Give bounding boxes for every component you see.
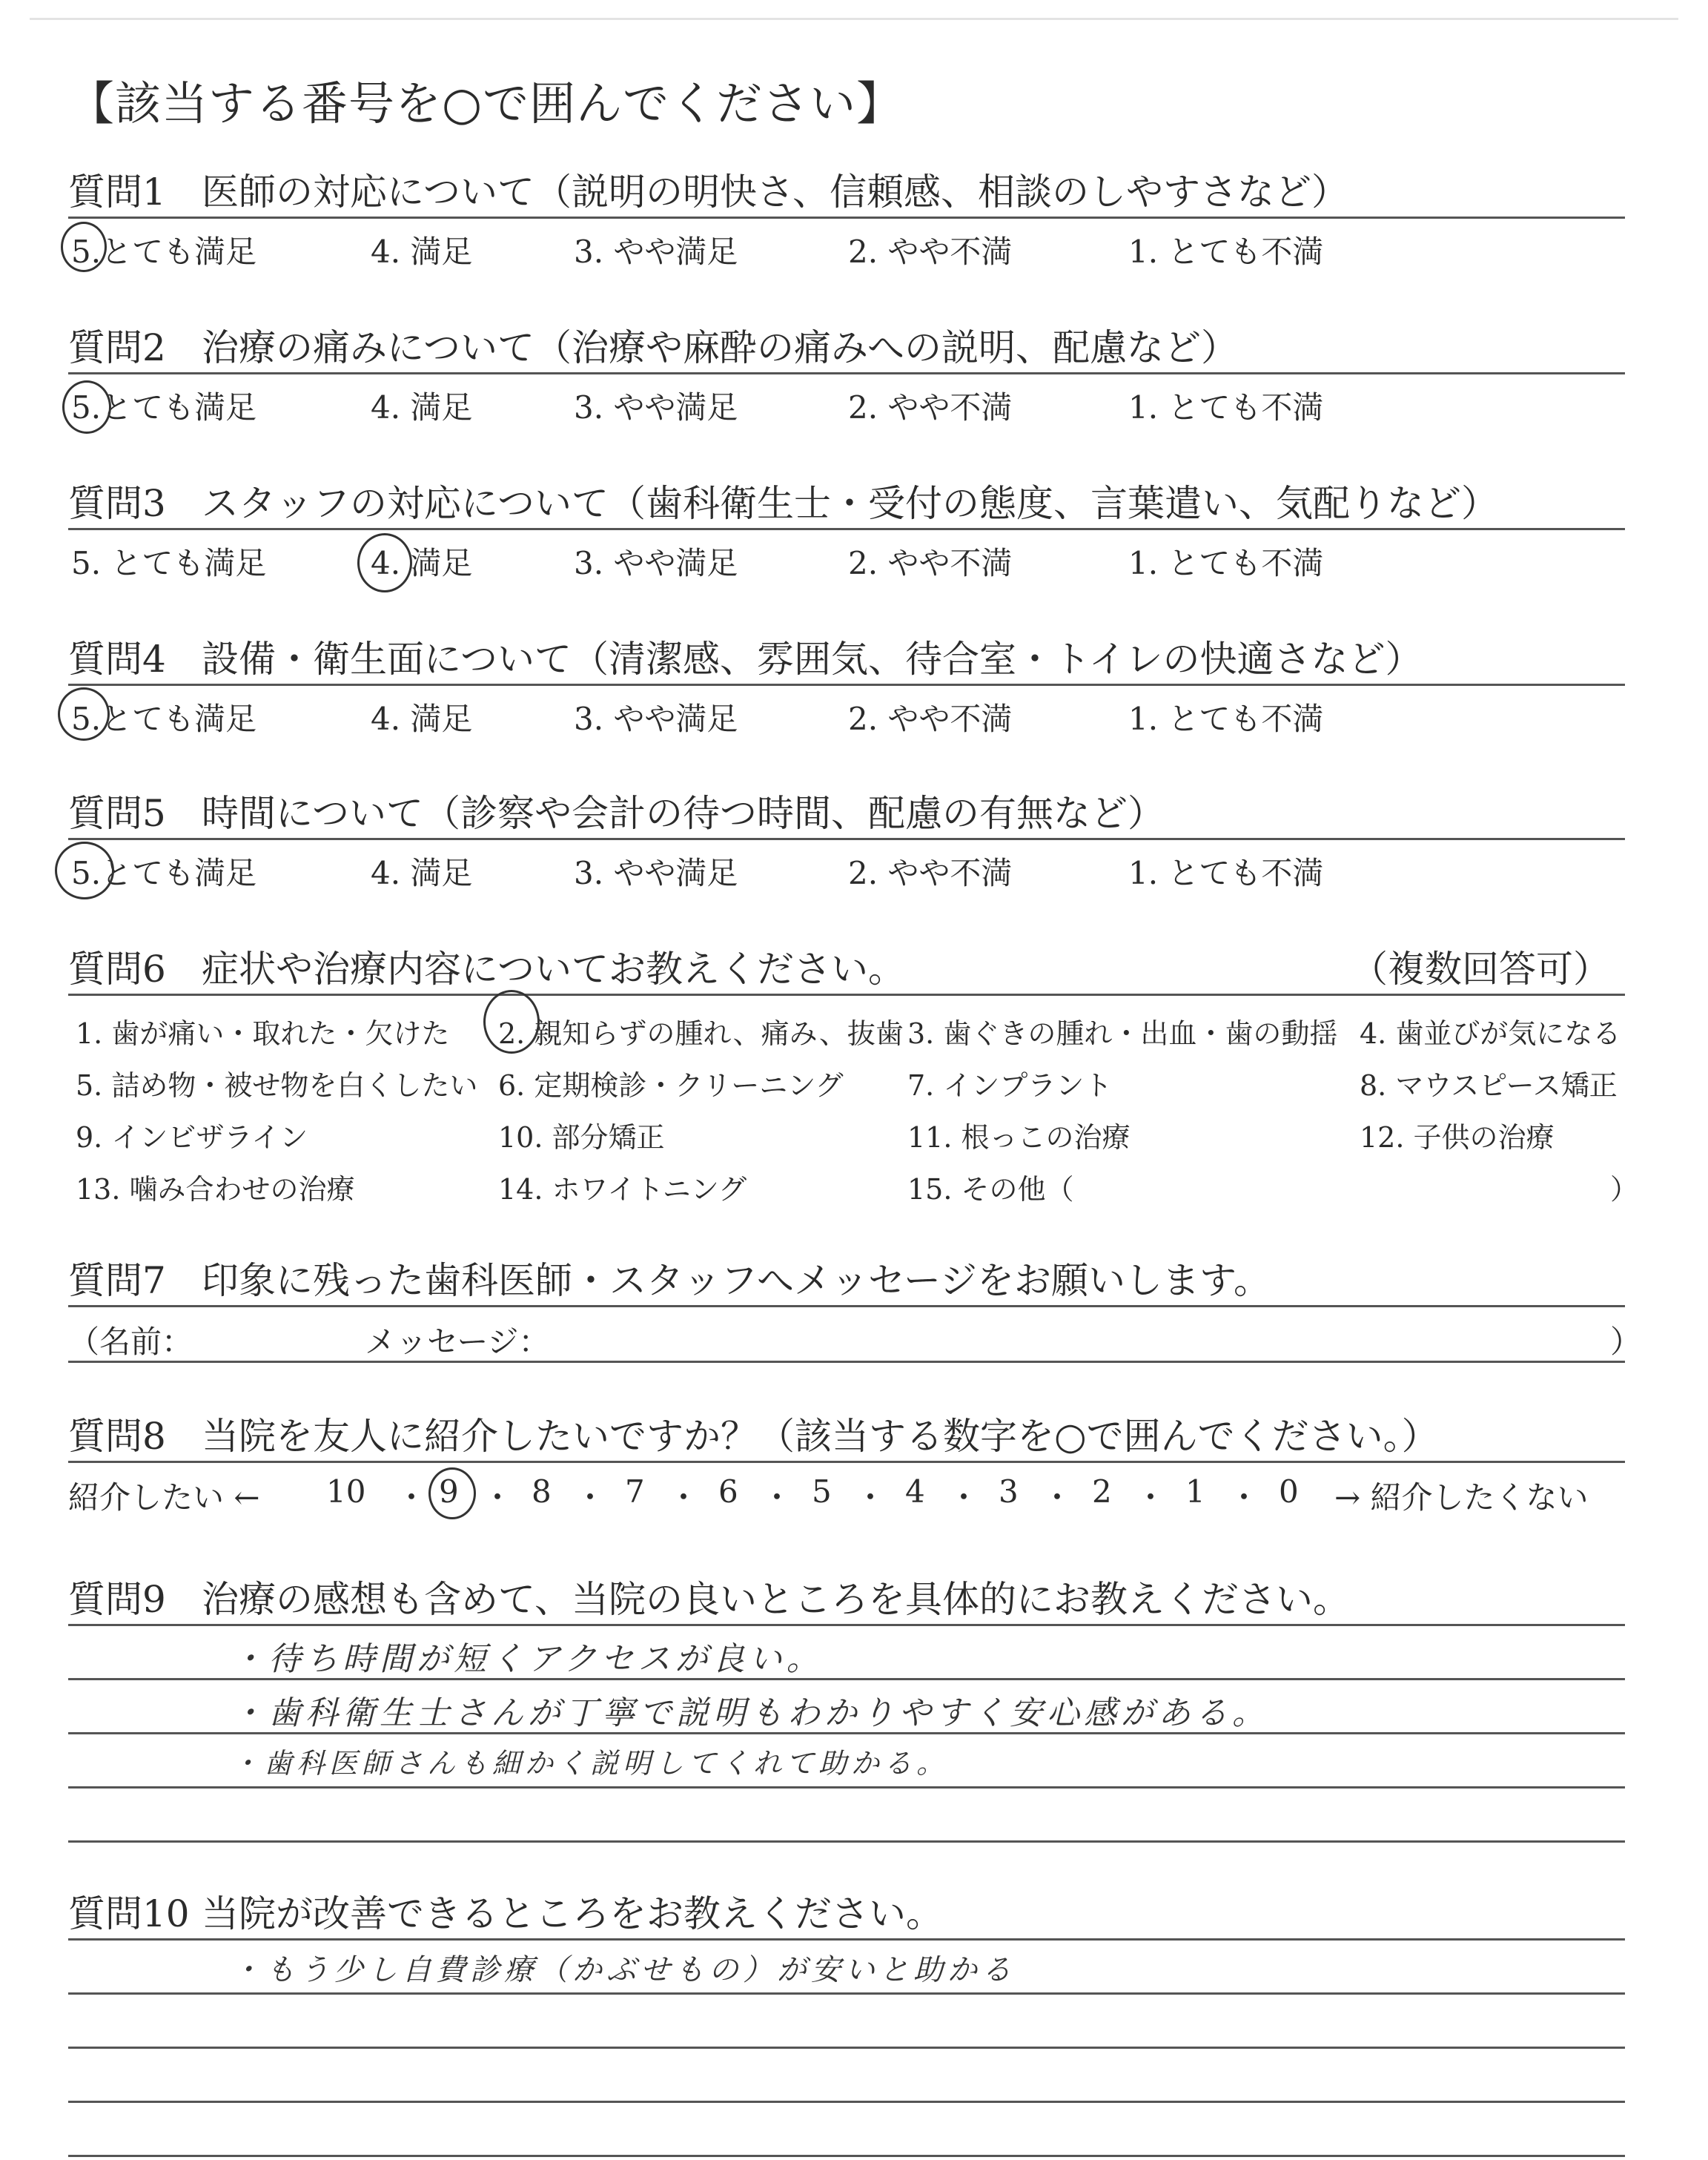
option-5[interactable]: 5.とても満足 — [71, 389, 257, 426]
question-6 — [68, 945, 1639, 1218]
scale-right-label: → 紹介したくない — [1334, 1479, 1589, 1516]
answer-line[interactable] — [68, 1626, 1625, 1680]
answer-line[interactable] — [68, 2103, 1625, 2157]
option-item[interactable]: 3. 歯ぐきの腫れ・出血・歯の動揺 — [907, 1017, 1338, 1050]
option-1[interactable]: 1. とても不満 — [1128, 701, 1324, 737]
scale-left-label: 紹介したい ← — [68, 1479, 260, 1516]
page-header: 【該当する番号を○で囲んでください】 — [68, 76, 904, 131]
option-2[interactable]: 2. やや不満 — [848, 855, 1013, 891]
option-5[interactable]: 5. とても満足 — [71, 545, 267, 581]
question-10-title — [68, 1889, 1625, 1941]
question-3 — [68, 479, 1625, 582]
question-8-text: 当院を友人に紹介したいですか？（該当する数字を○で囲んでください。） — [202, 1415, 1439, 1458]
scale-value[interactable]: 7 — [625, 1473, 645, 1510]
option-1[interactable]: 1. とても不満 — [1128, 545, 1324, 581]
selection-circle — [58, 687, 110, 741]
scale-value[interactable]: 3 — [999, 1473, 1019, 1510]
scale-dot: ・ — [1042, 1479, 1073, 1516]
question-7-number: 質問7 — [68, 1259, 166, 1302]
answer-line[interactable] — [68, 1995, 1625, 2049]
message-row — [68, 1307, 1642, 1363]
question-4 — [68, 635, 1625, 738]
question-1-number: 質問1 — [68, 171, 166, 214]
handwritten-answer: ・もう少し自費診療（かぶせもの）が安いと助かる — [231, 1953, 1016, 1987]
scale-value[interactable]: 10 — [326, 1473, 366, 1510]
question-9-number: 質問9 — [68, 1578, 166, 1621]
option-item[interactable]: 14. ホワイトニング — [498, 1173, 747, 1206]
other-close-paren: ） — [1610, 1173, 1639, 1206]
option-3[interactable]: 3. やや満足 — [574, 545, 738, 581]
option-4[interactable]: 4. 満足 — [371, 701, 473, 737]
scale-dot: ・ — [761, 1479, 793, 1516]
option-4[interactable]: 4. 満足 — [371, 545, 473, 581]
scale-dot: ・ — [668, 1479, 700, 1516]
option-4[interactable]: 4. 満足 — [371, 855, 473, 891]
scale-value[interactable]: 9 — [439, 1473, 459, 1510]
question-1 — [68, 168, 1625, 271]
question-9-text: 治療の感想も含めて、当院の良いところを具体的にお教えください。 — [202, 1578, 1350, 1621]
question-1-title — [68, 168, 1625, 219]
option-3[interactable]: 3. やや満足 — [574, 855, 738, 891]
question-4-text: 設備・衛生面について（清潔感、雰囲気、待合室・トイレの快適さなど） — [202, 638, 1423, 681]
option-item[interactable]: 9. インビザライン — [76, 1121, 308, 1154]
question-6-text: 症状や治療内容についてお教えください。 — [202, 948, 905, 991]
scale-dot: ・ — [855, 1479, 887, 1516]
question-5-title — [68, 789, 1625, 840]
question-3-options — [68, 530, 1625, 582]
question-10-number: 質問10 — [68, 1892, 190, 1935]
option-2[interactable]: 2. やや不満 — [848, 545, 1013, 581]
option-item[interactable]: 11. 根っこの治療 — [907, 1121, 1131, 1154]
option-3[interactable]: 3. やや満足 — [574, 389, 738, 426]
answer-line[interactable] — [68, 1789, 1625, 1843]
question-6-options — [68, 996, 1639, 1218]
option-2[interactable]: 2. やや不満 — [848, 701, 1013, 737]
option-2[interactable]: 2. やや不満 — [848, 234, 1013, 270]
option-3[interactable]: 3. やや満足 — [574, 234, 738, 270]
scale-dot: ・ — [1228, 1479, 1260, 1516]
top-border — [30, 18, 1678, 20]
question-7 — [68, 1256, 1642, 1363]
question-9-title — [68, 1575, 1625, 1626]
message-label: メッセージ： — [365, 1324, 550, 1360]
question-5-number: 質問5 — [68, 792, 166, 835]
scale-value[interactable]: 8 — [532, 1473, 552, 1510]
option-4[interactable]: 4. 満足 — [371, 234, 473, 270]
option-item[interactable]: 4. 歯並びが気になる — [1360, 1017, 1621, 1050]
question-1-options — [68, 219, 1625, 271]
option-item[interactable]: 12. 子供の治療 — [1360, 1121, 1555, 1154]
selection-circle — [62, 380, 111, 434]
question-10 — [68, 1889, 1625, 2157]
question-4-options — [68, 686, 1625, 738]
question-9 — [68, 1575, 1625, 1843]
scale-dot: ・ — [396, 1479, 428, 1516]
question-2-text: 治療の痛みについて（治療や麻酔の痛みへの説明、配慮など） — [202, 326, 1238, 369]
selection-circle — [357, 533, 412, 592]
option-item[interactable]: 5. 詰め物・被せ物を白くしたい — [76, 1069, 478, 1102]
question-6-note: （複数回答可） — [1351, 948, 1610, 991]
question-7-text: 印象に残った歯科医師・スタッフへメッセージをお願いします。 — [202, 1259, 1271, 1302]
scale-value[interactable]: 2 — [1092, 1473, 1112, 1510]
question-2 — [68, 323, 1625, 426]
option-item[interactable]: 6. 定期検診・クリーニング — [498, 1069, 844, 1102]
option-item[interactable]: 15. その他（ — [907, 1173, 1074, 1206]
answer-line[interactable] — [68, 1680, 1625, 1734]
question-8-title — [68, 1412, 1625, 1463]
question-3-title — [68, 479, 1625, 530]
option-2[interactable]: 2. やや不満 — [848, 389, 1013, 426]
question-5-text: 時間について（診察や会計の待つ時間、配慮の有無など） — [202, 792, 1165, 835]
option-item[interactable]: 2. 親知らずの腫れ、痛み、抜歯 — [498, 1017, 904, 1050]
selection-circle — [428, 1467, 476, 1519]
answer-line[interactable] — [68, 1941, 1625, 1995]
question-10-text: 当院が改善できるところをお教えください。 — [202, 1892, 943, 1935]
option-3[interactable]: 3. やや満足 — [574, 701, 738, 737]
question-8-number: 質問8 — [68, 1415, 166, 1458]
scale-dot: ・ — [1135, 1479, 1167, 1516]
question-5-options — [68, 840, 1625, 892]
handwritten-answer: ・待ち時間が短くアクセスが良い。 — [231, 1640, 824, 1678]
scale-dot: ・ — [948, 1479, 980, 1516]
option-item[interactable]: 13. 噛み合わせの治療 — [76, 1173, 355, 1206]
scale-value[interactable]: 1 — [1185, 1473, 1205, 1510]
question-1-text: 医師の対応について（説明の明快さ、信頼感、相談のしやすさなど） — [202, 171, 1348, 214]
question-3-text: スタッフの対応について（歯科衛生士・受付の態度、言葉遣い、気配りなど） — [202, 482, 1498, 525]
selection-circle — [483, 990, 540, 1054]
question-6-title — [68, 945, 1625, 996]
question-2-options — [68, 374, 1625, 426]
scale-value[interactable]: 5 — [812, 1473, 832, 1510]
scale-value[interactable]: 4 — [905, 1473, 925, 1510]
question-4-title — [68, 635, 1625, 686]
question-2-title — [68, 323, 1625, 374]
question-3-number: 質問3 — [68, 482, 166, 525]
option-item[interactable]: 7. インプラント — [907, 1069, 1113, 1102]
question-7-title — [68, 1256, 1625, 1307]
scale-value[interactable]: 6 — [718, 1473, 738, 1510]
option-item[interactable]: 1. 歯が痛い・取れた・欠けた — [76, 1017, 450, 1050]
option-item[interactable]: 8. マウスピース矯正 — [1360, 1069, 1618, 1102]
message-close-paren: ） — [1610, 1324, 1642, 1360]
option-5[interactable]: 5.とても満足 — [71, 234, 257, 270]
answer-line[interactable] — [68, 1734, 1625, 1789]
question-4-number: 質問4 — [68, 638, 166, 681]
scale-dot: ・ — [482, 1479, 514, 1516]
scale-value[interactable]: 0 — [1279, 1473, 1299, 1510]
option-5[interactable]: 5.とても満足 — [71, 701, 257, 737]
question-6-number: 質問6 — [68, 948, 166, 991]
option-4[interactable]: 4. 満足 — [371, 389, 473, 426]
option-5[interactable]: 5.とても満足 — [71, 855, 257, 891]
question-8 — [68, 1412, 1625, 1522]
option-1[interactable]: 1. とても不満 — [1128, 389, 1324, 426]
option-1[interactable]: 1. とても不満 — [1128, 234, 1324, 270]
question-2-number: 質問2 — [68, 326, 166, 369]
selection-circle — [55, 842, 114, 899]
answer-line[interactable] — [68, 2049, 1625, 2103]
handwritten-answer: ・歯科衛生士さんが丁寧で説明もわかりやすく安心感がある。 — [231, 1694, 1269, 1732]
question-5 — [68, 789, 1625, 892]
handwritten-answer: ・歯科医師さんも細かく説明してくれて助かる。 — [231, 1747, 950, 1780]
option-item[interactable]: 10. 部分矯正 — [498, 1121, 665, 1154]
name-label: （名前： — [68, 1324, 193, 1360]
selection-circle — [61, 222, 107, 272]
recommend-scale — [68, 1463, 1625, 1522]
scale-dot: ・ — [575, 1479, 606, 1516]
option-1[interactable]: 1. とても不満 — [1128, 855, 1324, 891]
